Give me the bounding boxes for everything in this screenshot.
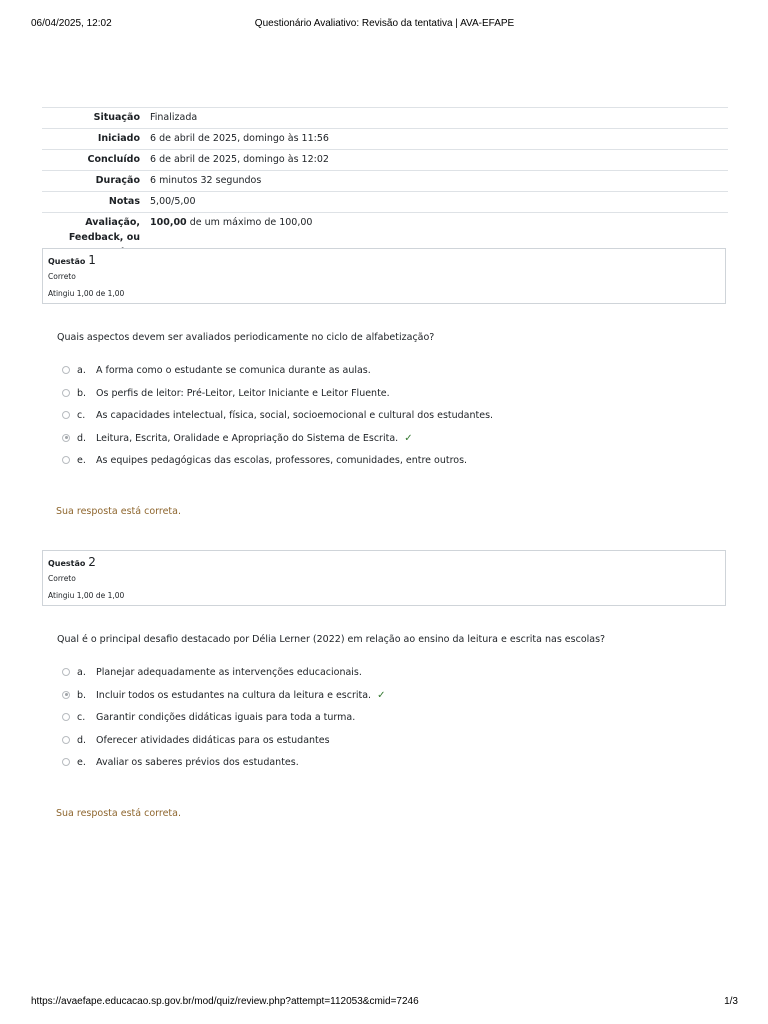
page-number: 1/3: [724, 996, 738, 1007]
summary-label: Concluído: [87, 154, 140, 165]
attempt-summary-table: [42, 107, 728, 263]
question-label: Questão: [48, 257, 86, 266]
question-text: Qual é o principal desafio destacado por Délia Lerner (2022) em relação ao ensino da leitura e escrita nas escolas?: [57, 634, 606, 645]
answer-text: Incluir todos os estudantes na cultura da leitura e escrita.: [96, 689, 372, 701]
question-number: [48, 253, 720, 269]
question-info-box: [42, 550, 726, 606]
print-datetime: 06/04/2025, 12:02: [31, 18, 112, 29]
radio-button-checked[interactable]: [62, 691, 70, 699]
print-footer: [31, 996, 738, 1010]
radio-button[interactable]: [62, 411, 70, 419]
answer-text-wrap: [96, 432, 413, 446]
answer-list: [62, 666, 702, 779]
radio-button[interactable]: [62, 736, 70, 744]
summary-value: 6 de abril de 2025, domingo às 12:02: [150, 154, 329, 165]
feedback-text: Sua resposta está correta.: [56, 808, 181, 819]
summary-value: Finalizada: [150, 112, 198, 123]
answer-text: Planejar adequadamente as intervenções educacionais.: [96, 667, 362, 678]
summary-row-duracao: [42, 171, 728, 192]
answer-letter: e.: [77, 757, 86, 768]
summary-label-line: Avaliação,: [85, 217, 140, 228]
avaliacao-rest: de um máximo de 100,00: [189, 217, 313, 228]
answer-option[interactable]: [62, 734, 702, 757]
radio-button[interactable]: [62, 758, 70, 766]
summary-label: Iniciado: [97, 133, 140, 144]
summary-row-iniciado: [42, 129, 728, 150]
question-number-value: 2: [88, 555, 96, 569]
summary-label: Situação: [93, 112, 140, 123]
answer-option-selected[interactable]: [62, 689, 702, 712]
answer-text: Garantir condições didáticas iguais para toda a turma.: [96, 712, 356, 723]
question-label: Questão: [48, 559, 86, 568]
print-header: [31, 18, 738, 32]
question-number: [48, 555, 720, 571]
radio-button[interactable]: [62, 366, 70, 374]
answer-option[interactable]: [62, 711, 702, 734]
avaliacao-score: 100,00: [150, 217, 187, 228]
answer-letter: c.: [77, 410, 86, 421]
answer-letter: a.: [77, 365, 86, 376]
answer-letter: b.: [77, 689, 87, 701]
summary-value: 6 minutos 32 segundos: [150, 175, 262, 186]
question-grade: Atingiu 1,00 de 1,00: [48, 289, 125, 298]
question-number-value: 1: [88, 253, 96, 267]
summary-label: Notas: [108, 196, 140, 207]
answer-option-selected[interactable]: [62, 432, 702, 455]
radio-button-checked[interactable]: [62, 434, 70, 442]
answer-letter: c.: [77, 712, 86, 723]
answer-text: As capacidades intelectual, física, social, socioemocional e cultural dos estudantes.: [96, 410, 494, 421]
answer-text-wrap: [96, 689, 386, 703]
radio-button[interactable]: [62, 668, 70, 676]
question-info-box: [42, 248, 726, 304]
summary-row-concluido: [42, 150, 728, 171]
page-url: https://avaefape.educacao.sp.gov.br/mod/quiz/review.php?attempt=112053&cmid=7246: [31, 996, 419, 1007]
answer-option[interactable]: [62, 409, 702, 432]
radio-button[interactable]: [62, 389, 70, 397]
feedback-text: Sua resposta está correta.: [56, 506, 181, 517]
answer-letter: b.: [77, 387, 87, 399]
answer-text: As equipes pedagógicas das escolas, professores, comunidades, entre outros.: [96, 455, 468, 466]
radio-button[interactable]: [62, 713, 70, 721]
question-grade: Atingiu 1,00 de 1,00: [48, 591, 125, 600]
answer-letter: d.: [77, 734, 87, 746]
answer-option[interactable]: [62, 756, 702, 779]
answer-option[interactable]: [62, 387, 702, 410]
answer-letter: a.: [77, 667, 86, 678]
summary-value: 5,00/5,00: [150, 196, 196, 207]
question-text: Quais aspectos devem ser avaliados periodicamente no ciclo de alfabetização?: [57, 332, 435, 343]
summary-row-notas: [42, 192, 728, 213]
answer-text: Leitura, Escrita, Oralidade e Apropriação do Sistema de Escrita.: [96, 432, 399, 444]
question-state: Correto: [48, 574, 76, 583]
answer-letter: e.: [77, 455, 86, 466]
radio-button[interactable]: [62, 456, 70, 464]
checkmark-icon: ✓: [404, 432, 413, 444]
checkmark-icon: ✓: [377, 689, 386, 701]
answer-text: A forma como o estudante se comunica durante as aulas.: [96, 365, 371, 376]
answer-list: [62, 364, 702, 477]
summary-value: 6 de abril de 2025, domingo às 11:56: [150, 133, 329, 144]
summary-label-line: Feedback, ou: [68, 232, 140, 243]
answer-text: Os perfis de leitor: Pré-Leitor, Leitor Iniciante e Leitor Fluente.: [96, 387, 390, 399]
question-state: Correto: [48, 272, 76, 281]
print-page-title: Questionário Avaliativo: Revisão da tentativa | AVA-EFAPE: [254, 18, 515, 29]
answer-option[interactable]: [62, 666, 702, 689]
answer-letter: d.: [77, 432, 87, 444]
answer-text: Avaliar os saberes prévios dos estudantes.: [96, 757, 299, 768]
summary-row-situacao: [42, 108, 728, 129]
answer-option[interactable]: [62, 364, 702, 387]
summary-label: Duração: [95, 175, 140, 186]
answer-option[interactable]: [62, 454, 702, 477]
answer-text: Oferecer atividades didáticas para os estudantes: [96, 734, 330, 746]
